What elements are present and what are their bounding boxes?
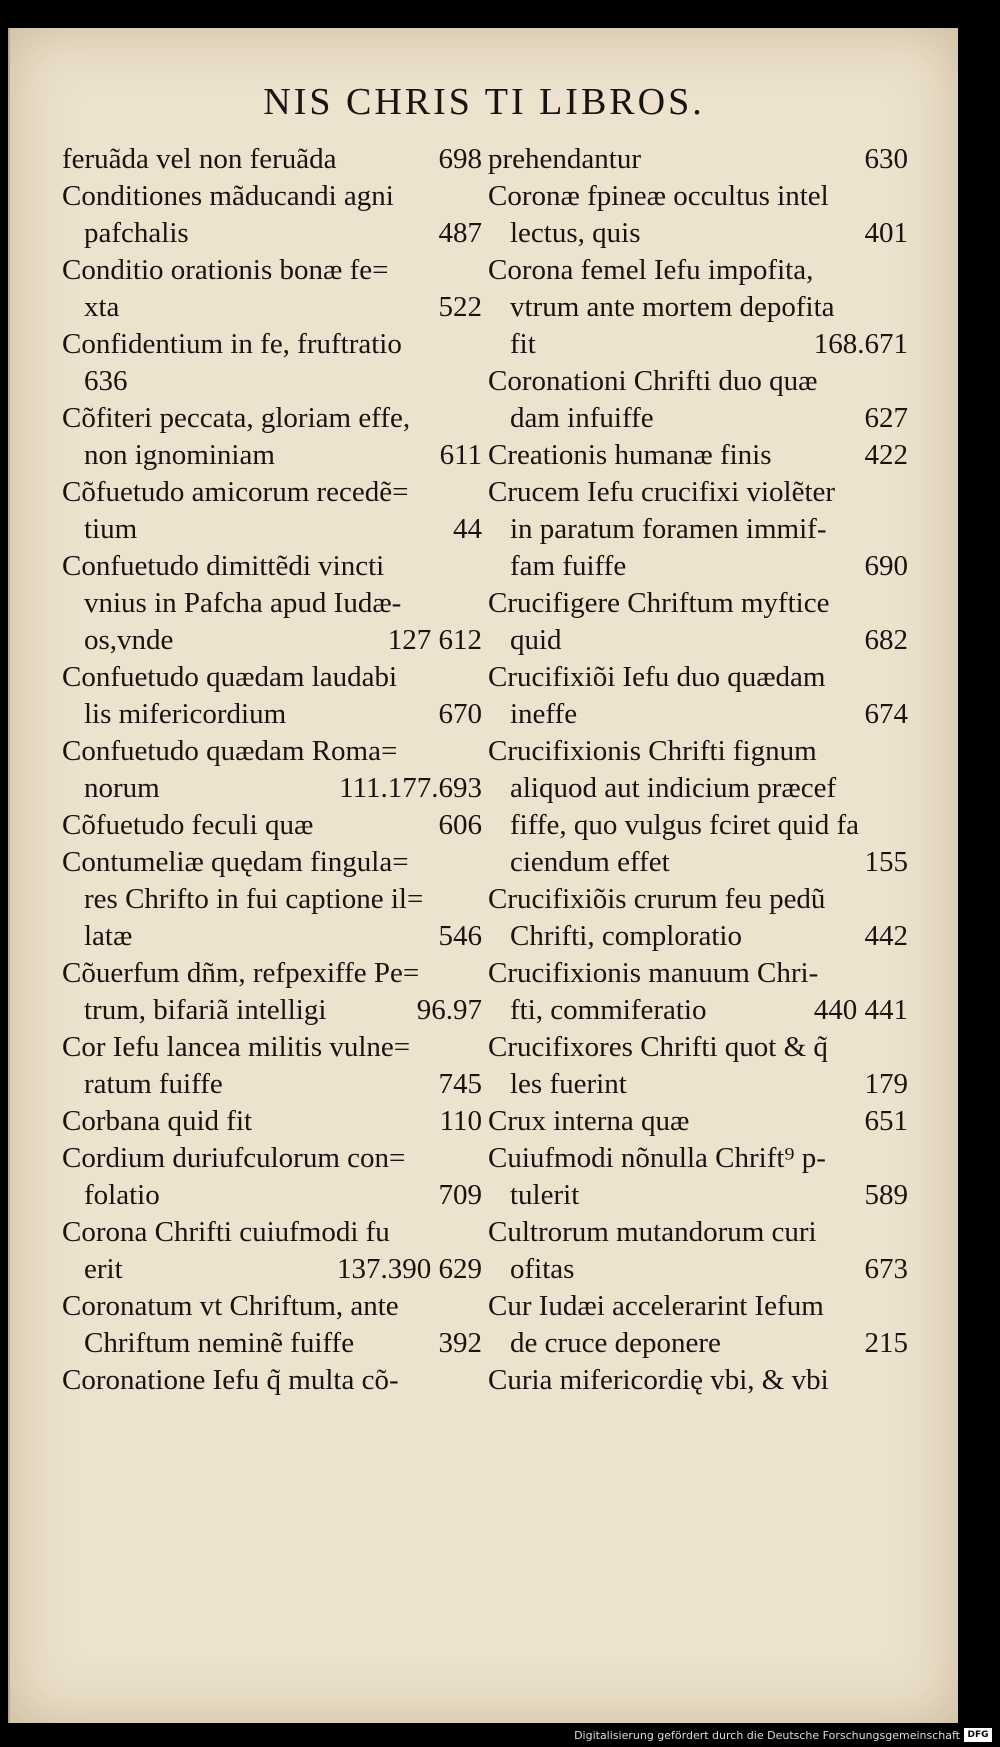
index-line [488, 363, 908, 400]
index-entry [488, 252, 908, 363]
index-column-left [62, 141, 482, 1399]
index-line [62, 807, 482, 844]
index-line [62, 1325, 482, 1362]
index-line [62, 178, 482, 215]
index-term: Coronæ fpineæ occultus intel [488, 180, 829, 212]
index-term: Confidentium in fe, fruftratio [62, 328, 402, 360]
index-line [62, 437, 482, 474]
index-term: Cõuerfum dñm, refpexiffe Pe= [62, 957, 420, 989]
index-term: Curia mifericordię vbi, & vbi [488, 1364, 829, 1396]
page-reference: 110 [439, 1105, 482, 1137]
index-line [62, 1214, 482, 1251]
page-reference: 627 [864, 402, 908, 434]
index-term: Cuiufmodi nõnulla Chrift⁹ p- [488, 1142, 826, 1174]
index-entry [488, 1103, 908, 1140]
page-reference: 96.97 [416, 994, 482, 1026]
index-line [62, 659, 482, 696]
index-term: Crucifixiõi Iefu duo quædam [488, 661, 826, 693]
index-line [488, 437, 908, 474]
index-term: Coronationi Chrifti duo quæ [488, 365, 818, 397]
index-line [488, 585, 908, 622]
index-term: Crucifixionis manuum Chri- [488, 957, 819, 989]
index-entry [62, 178, 482, 252]
index-term: Contumeliæ quędam fingula= [62, 846, 409, 878]
index-line [488, 1103, 908, 1140]
index-entry [488, 437, 908, 474]
index-line [62, 548, 482, 585]
page-reference: 127 612 [387, 624, 482, 656]
index-entry [488, 1288, 908, 1362]
index-line [488, 178, 908, 215]
page-reference: 606 [438, 809, 482, 841]
index-line [488, 955, 908, 992]
index-entry [62, 1362, 482, 1399]
index-line [488, 400, 908, 437]
index-line [62, 992, 482, 1029]
index-term: Cordium duriufculorum con= [62, 1142, 406, 1174]
index-line [62, 1288, 482, 1325]
index-term: trum, bifariã intelligi [84, 994, 327, 1026]
index-term: vtrum ante mortem depofita [510, 291, 835, 323]
index-term: os,vnde [84, 624, 174, 656]
page-reference: 670 [438, 698, 482, 730]
index-entry [62, 1140, 482, 1214]
page-reference: 168.671 [813, 328, 908, 360]
index-term: Chriftum neminẽ fuiffe [84, 1327, 355, 1359]
index-term: vnius in Pafcha apud Iudæ- [84, 587, 402, 619]
index-line [488, 696, 908, 733]
index-line [62, 696, 482, 733]
page-reference: 651 [864, 1105, 908, 1137]
page-reference: 155 [864, 846, 908, 878]
page-reference: 442 [864, 920, 908, 952]
index-line [62, 326, 482, 363]
index-term: 636 [84, 365, 128, 397]
index-line [62, 585, 482, 622]
index-entry [62, 1029, 482, 1103]
index-term: Cõfuetudo feculi quæ [62, 809, 314, 841]
index-term: Cor Iefu lancea militis vulne= [62, 1031, 411, 1063]
index-line [488, 1177, 908, 1214]
index-line [62, 400, 482, 437]
index-term: Confuetudo quædam Roma= [62, 735, 398, 767]
index-entry [62, 1214, 482, 1288]
page-reference: 401 [864, 217, 908, 249]
index-term: Coronatum vt Chriftum, ante [62, 1290, 399, 1322]
page-reference: 611 [439, 439, 482, 471]
index-term: Crucem Iefu crucifixi violẽter [488, 476, 836, 508]
index-line [488, 141, 908, 178]
index-term: Cultrorum mutandorum curi [488, 1216, 817, 1248]
index-line [488, 474, 908, 511]
index-line [488, 215, 908, 252]
running-head: NIS CHRIS TI LIBROS. [263, 81, 705, 123]
index-term: aliquod aut indicium præcef [510, 772, 837, 804]
page-reference: 422 [864, 439, 908, 471]
index-term: Cõfuetudo amicorum recedẽ= [62, 476, 409, 508]
page-reference: 487 [438, 217, 482, 249]
index-line [488, 1362, 908, 1399]
index-line [62, 215, 482, 252]
index-term: tulerit [510, 1179, 580, 1211]
page-reference: 682 [864, 624, 908, 656]
index-term: latæ [84, 920, 133, 952]
page-reference: 674 [864, 698, 908, 730]
index-term: Creationis humanæ finis [488, 439, 772, 471]
index-entry [62, 400, 482, 474]
index-entry [488, 1214, 908, 1288]
index-term: Confuetudo quædam laudabi [62, 661, 398, 693]
index-column-right [488, 141, 908, 1399]
index-line [62, 918, 482, 955]
index-term: Crucifigere Chriftum myftice [488, 587, 830, 619]
index-term: ciendum effet [510, 846, 670, 878]
index-line [62, 1066, 482, 1103]
index-entry [62, 844, 482, 955]
index-term: fit [510, 328, 536, 360]
index-entry [62, 807, 482, 844]
index-line [488, 844, 908, 881]
index-term: ratum fuiffe [84, 1068, 223, 1100]
index-term: fti, commiferatio [510, 994, 707, 1026]
index-entry [488, 733, 908, 881]
index-entry [488, 881, 908, 955]
index-line [62, 511, 482, 548]
index-line [62, 252, 482, 289]
index-entry [62, 1288, 482, 1362]
index-term: Conditiones mãducandi agni [62, 180, 394, 212]
index-line [488, 918, 908, 955]
index-term: fiffe, quo vulgus fciret quid fa [510, 809, 859, 841]
index-line [488, 1029, 908, 1066]
index-entry [488, 141, 908, 178]
index-entry [488, 1362, 908, 1399]
page-reference: 44 [453, 513, 482, 545]
index-entry [62, 252, 482, 326]
page-reference: 392 [438, 1327, 482, 1359]
index-entry [62, 955, 482, 1029]
index-line [62, 1251, 482, 1288]
index-line [62, 770, 482, 807]
index-line [488, 252, 908, 289]
index-line [488, 807, 908, 844]
index-line [62, 289, 482, 326]
index-term: folatio [84, 1179, 160, 1211]
page-reference: 630 [864, 143, 908, 175]
index-entry [62, 659, 482, 733]
index-line [62, 1362, 482, 1399]
index-entry [488, 474, 908, 585]
index-entry [62, 141, 482, 178]
index-term: dam infuiffe [510, 402, 654, 434]
index-term: in paratum foramen immif- [510, 513, 827, 545]
index-term: erit [84, 1253, 123, 1285]
index-line [62, 1029, 482, 1066]
page-reference: 546 [438, 920, 482, 952]
index-entry [62, 326, 482, 400]
index-term: Crux interna quæ [488, 1105, 690, 1137]
index-line [488, 622, 908, 659]
index-line [488, 511, 908, 548]
index-line [488, 659, 908, 696]
page-reference: 690 [864, 550, 908, 582]
index-line [62, 1103, 482, 1140]
index-entry [488, 585, 908, 659]
index-line [488, 289, 908, 326]
index-line [62, 363, 482, 400]
index-line [488, 1251, 908, 1288]
page-reference: 709 [438, 1179, 482, 1211]
index-entry [488, 1029, 908, 1103]
index-term: tium [84, 513, 138, 545]
index-line [62, 733, 482, 770]
index-line [62, 955, 482, 992]
page-reference: 215 [864, 1327, 908, 1359]
digitization-credit: Digitalisierung gefördert durch die Deutsche Forschungsgemeinschaft [574, 1729, 960, 1742]
index-term: Confuetudo dimittẽdi vincti [62, 550, 385, 582]
index-term: Coronatione Iefu q̃ multa cõ- [62, 1364, 399, 1396]
index-line [488, 1325, 908, 1362]
index-line [488, 326, 908, 363]
index-term: Crucifixionis Chrifti fignum [488, 735, 817, 767]
index-line [62, 622, 482, 659]
index-line [488, 1288, 908, 1325]
index-term: norum [84, 772, 160, 804]
index-entry [62, 474, 482, 548]
index-line [488, 733, 908, 770]
index-entry [62, 548, 482, 659]
index-term: de cruce deponere [510, 1327, 721, 1359]
index-term: ineffe [510, 698, 578, 730]
dfg-logo: DFG [964, 1728, 992, 1742]
index-line [62, 881, 482, 918]
index-term: lis mifericordium [84, 698, 287, 730]
index-line [488, 1214, 908, 1251]
index-term: les fuerint [510, 1068, 627, 1100]
index-line [488, 1066, 908, 1103]
page-reference: 111.177.693 [339, 772, 482, 804]
index-term: Corona femel Iefu impofita, [488, 254, 814, 286]
index-entry [488, 955, 908, 1029]
page-reference: 179 [864, 1068, 908, 1100]
index-line [488, 770, 908, 807]
index-line [62, 844, 482, 881]
index-entry [488, 363, 908, 437]
index-line [62, 141, 482, 178]
page-reference: 673 [864, 1253, 908, 1285]
index-entry [488, 659, 908, 733]
index-entry [488, 178, 908, 252]
page-reference: 440 441 [813, 994, 908, 1026]
index-term: ofitas [510, 1253, 575, 1285]
index-entry [62, 733, 482, 807]
page-reference: 698 [438, 143, 482, 175]
index-term: Cõfiteri peccata, gloriam effe, [62, 402, 411, 434]
index-term: quid [510, 624, 562, 656]
index-line [488, 548, 908, 585]
index-entry [62, 1103, 482, 1140]
index-term: Crucifixiõis crurum feu pedũ [488, 883, 826, 915]
index-term: prehendantur [488, 143, 641, 175]
index-term: xta [84, 291, 120, 323]
index-term: Crucifixores Chrifti quot & q̃ [488, 1031, 828, 1063]
book-page [8, 28, 958, 1723]
index-entry [488, 1140, 908, 1214]
page-reference: 745 [438, 1068, 482, 1100]
index-term: non ignominiam [84, 439, 275, 471]
index-term: Corona Chrifti cuiufmodi fu [62, 1216, 390, 1248]
page-reference: 589 [864, 1179, 908, 1211]
index-term: feruãda vel non feruãda [62, 143, 337, 175]
index-term: fam fuiffe [510, 550, 627, 582]
index-line [62, 1140, 482, 1177]
index-term: res Chrifto in fui captione il= [84, 883, 424, 915]
index-line [488, 1140, 908, 1177]
index-term: Chrifti, comploratio [510, 920, 742, 952]
index-line [488, 992, 908, 1029]
index-term: lectus, quis [510, 217, 641, 249]
index-term: pafchalis [84, 217, 189, 249]
index-line [62, 1177, 482, 1214]
index-term: Cur Iudæi accelerarint Iefum [488, 1290, 824, 1322]
page-reference: 137.390 629 [337, 1253, 482, 1285]
index-line [62, 474, 482, 511]
index-term: Conditio orationis bonæ fe= [62, 254, 389, 286]
index-line [488, 881, 908, 918]
page-reference: 522 [438, 291, 482, 323]
index-term: Corbana quid fit [62, 1105, 253, 1137]
